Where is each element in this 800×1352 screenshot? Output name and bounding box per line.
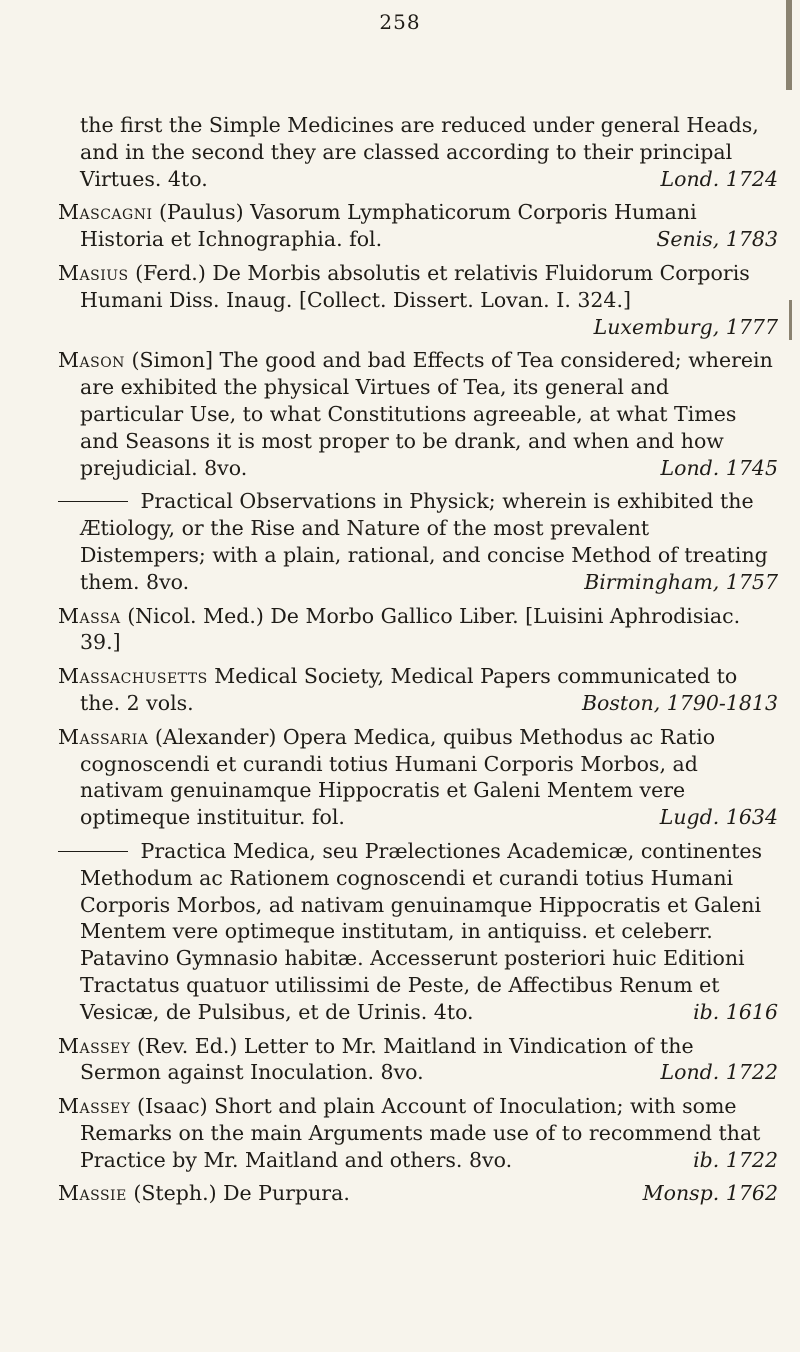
bibliography-entry [58, 199, 778, 253]
bibliography-entry [58, 1033, 778, 1087]
bibliography-entry [58, 112, 778, 192]
entry-text: (Ferd.) De Morbis absolutis et relativis Fluidorum Corporis Humani Diss. Inaug. [Collect. Dissert. Lovan. I. 324.] [80, 260, 750, 312]
entry-author: Massa [58, 603, 121, 628]
entry-imprint: Lond. 1724 [660, 166, 778, 191]
entry-imprint: Lugd. 1634 [659, 805, 778, 830]
page-number: 258 [379, 10, 421, 34]
bibliography-entry [58, 603, 778, 657]
ditto-dash [58, 851, 128, 852]
entry-imprint: Birmingham, 1757 [584, 569, 778, 594]
entry-text: Practica Medica, seu Prælectiones Academicæ, continentes Methodum ac Rationem cognoscendi et curandi totius Humani Corporis Morbos, ad nativam genuinamque Hippocratis et Galeni Mentem vere optimeque institutam, in antiquiss. et celeberr. Patavino Gymnasio habitæ. Accesserunt posteriori huic Editioni Tractatus quatuor utilissimi de Peste, de Affectibus Renum et Vesicæ, de Pulsibus, et de Urinis. 4to. [80, 838, 763, 1024]
entry-text: (Alexander) Opera Medica, quibus Methodus ac Ratio cognoscendi et curandi totius Humani Corporis Morbos, ad nativam genuinamque Hippocratis et Galeni Mentem vere optimeque instituitur. fol. [80, 724, 716, 830]
entry-author: Massie [58, 1181, 127, 1206]
entry-imprint: Boston, 1790-1813 [581, 690, 778, 715]
entry-author: Massachusetts [58, 664, 208, 689]
entry-imprint: Lond. 1745 [660, 455, 778, 480]
entry-imprint: ib. 1722 [693, 1147, 778, 1172]
page-edge-mark [786, 0, 792, 90]
entry-imprint: Luxemburg, 1777 [593, 314, 778, 339]
entry-author: Masius [58, 260, 129, 285]
entry-text: Practical Observations in Physick; wherein is exhibited the Ætiology, or the Rise and Nature of the most prevalent Distempers; with a plain, rational, and concise Method of treating them. 8vo. [80, 489, 768, 594]
bibliography-entry [58, 260, 778, 340]
entry-author: Mascagni [58, 200, 153, 225]
entry-text: (Simon] The good and bad Effects of Tea considered; wherein are exhibited the physical Virtues of Tea, its general and particular Use, to what Constitutions agreeable, at what Times and Seasons it is most proper to be drank, and when and how prejudicial. 8vo. [80, 348, 773, 480]
entry-text: (Nicol. Med.) De Morbo Gallico Liber. [Luisini Aphrodisiac. 39.] [80, 603, 741, 655]
entry-author: Massey [58, 1094, 131, 1119]
entry-imprint: Monsp. 1762 [642, 1181, 778, 1206]
entry-text: (Isaac) Short and plain Account of Inoculation; with some Remarks on the main Arguments made use of to recommend that Practice by Mr. Maitland and others. 8vo. [80, 1094, 761, 1172]
bibliography-entry [58, 488, 778, 595]
entry-imprint: Senis, 1783 [656, 227, 778, 252]
bibliography-entry [58, 1180, 778, 1207]
entry-text: Medical Society, Medical Papers communicated to the. 2 vols. [80, 664, 738, 715]
bibliography-entry [58, 838, 778, 1026]
entry-imprint: Lond. 1722 [660, 1060, 778, 1085]
bibliography-entry [58, 663, 778, 717]
bibliography-entry [58, 1093, 778, 1173]
page-edge-mark [789, 300, 792, 340]
entry-text: (Steph.) De Purpura. [133, 1181, 350, 1206]
entry-text: (Paulus) Vasorum Lymphaticorum Corporis Humani Historia et Ichnographia. fol. [80, 200, 697, 252]
entry-imprint: ib. 1616 [693, 999, 778, 1024]
ditto-dash [58, 501, 128, 502]
entry-text: the first the Simple Medicines are reduced under general Heads, and in the second they are classed according to their principal Virtues. 4to. [80, 113, 759, 191]
entry-author: Mason [58, 348, 125, 373]
entry-text: (Rev. Ed.) Letter to Mr. Maitland in Vindication of the Sermon against Inoculation. 8vo. [80, 1033, 694, 1085]
bibliography-entry [58, 347, 778, 481]
entry-author: Massey [58, 1033, 131, 1058]
entry-author: Massaria [58, 724, 149, 749]
bibliography-entries [58, 112, 778, 1214]
bibliography-entry [58, 724, 778, 831]
